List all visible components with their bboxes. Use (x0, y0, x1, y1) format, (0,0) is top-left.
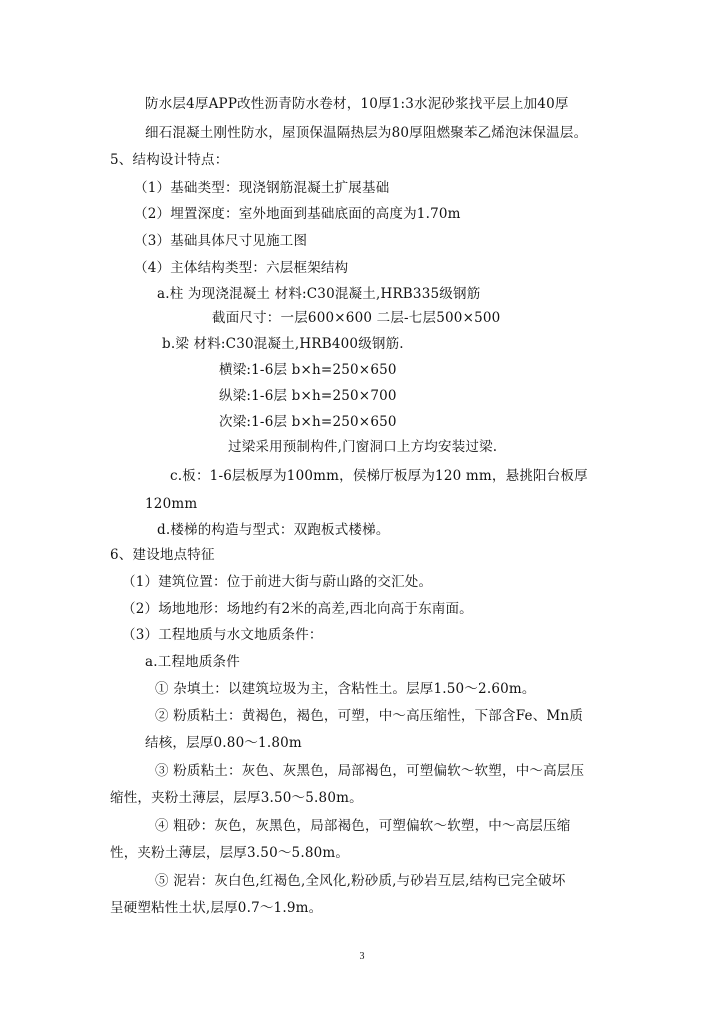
text-line: ③ 粉质粘土：灰色、灰黑色，局部褐色，可塑偏软～软塑，中～高层压 (155, 763, 585, 779)
text-line: ② 粉质粘土：黄褐色，褐色，可塑，中～高压缩性，下部含Fe、Mn质 (155, 708, 584, 724)
text-line: （2）场地地形：场地约有2米的高差,西北向高于东南面。 (122, 601, 473, 617)
text-line: 过梁采用预制构件,门窗洞口上方均安装过梁. (228, 439, 498, 455)
section-heading: 5、结构设计特点： (110, 152, 229, 168)
text-line: 呈硬塑粘性土状,层厚0.7～1.9m。 (110, 900, 323, 916)
page-number: 3 (359, 951, 365, 962)
text-line: b.梁 材料:C30混凝土,HRB400级钢筋. (162, 336, 404, 352)
text-line: 横梁:1-6层 b×h=250×650 (219, 362, 397, 378)
text-line: 防水层4厚APP改性沥青防水卷材，10厚1:3水泥砂浆找平层上加40厚 (145, 96, 569, 112)
text-line: 性，夹粉土薄层，层厚3.50～5.80m。 (110, 845, 350, 861)
text-line: 截面尺寸：一层600×600 二层-七层500×500 (212, 310, 501, 326)
text-line: 细石混凝土刚性防水，屋顶保温隔热层为80厚阻燃聚苯乙烯泡沫保温层。 (145, 125, 588, 141)
text-line: 120mm (145, 496, 198, 512)
text-line: 纵梁:1-6层 b×h=250×700 (219, 388, 397, 404)
text-line: （3）基础具体尺寸见施工图 (134, 233, 308, 249)
text-line: 结核，层厚0.80～1.80m (145, 735, 302, 751)
text-line: 次梁:1-6层 b×h=250×650 (219, 414, 397, 430)
text-line: （4）主体结构类型：六层框架结构 (134, 260, 349, 276)
text-line: a.工程地质条件 (145, 654, 240, 670)
text-line: d.楼梯的构造与型式：双跑板式楼梯。 (157, 522, 390, 538)
text-line: ④ 粗砂：灰色，灰黑色，局部褐色，可塑偏软～软塑，中～高层压缩 (155, 818, 571, 834)
text-line: a.柱 为现浇混凝土 材料:C30混凝土,HRB335级钢筋 (157, 286, 481, 302)
text-line: （1）建筑位置：位于前进大街与蔚山路的交汇处。 (122, 574, 433, 590)
text-line: （1）基础类型：现浇钢筋混凝土扩展基础 (134, 180, 390, 196)
text-line: ⑤ 泥岩：灰白色,红褐色,全风化,粉砂质,与砂岩互层,结构已完全破坏 (155, 873, 566, 889)
text-line: ① 杂填土：以建筑垃圾为主，含粘性土。层厚1.50～2.60m。 (155, 681, 536, 697)
text-line: （2）埋置深度：室外地面到基础底面的高度为1.70m (134, 206, 461, 222)
text-line: （3）工程地质与水文地质条件： (122, 627, 323, 643)
section-heading: 6、建设地点特征 (110, 547, 215, 563)
text-line: 缩性，夹粉土薄层，层厚3.50～5.80m。 (110, 790, 363, 806)
text-line: c.板：1-6层板厚为100mm，侯梯厅板厚为120 mm，悬挑阳台板厚 (170, 468, 588, 484)
